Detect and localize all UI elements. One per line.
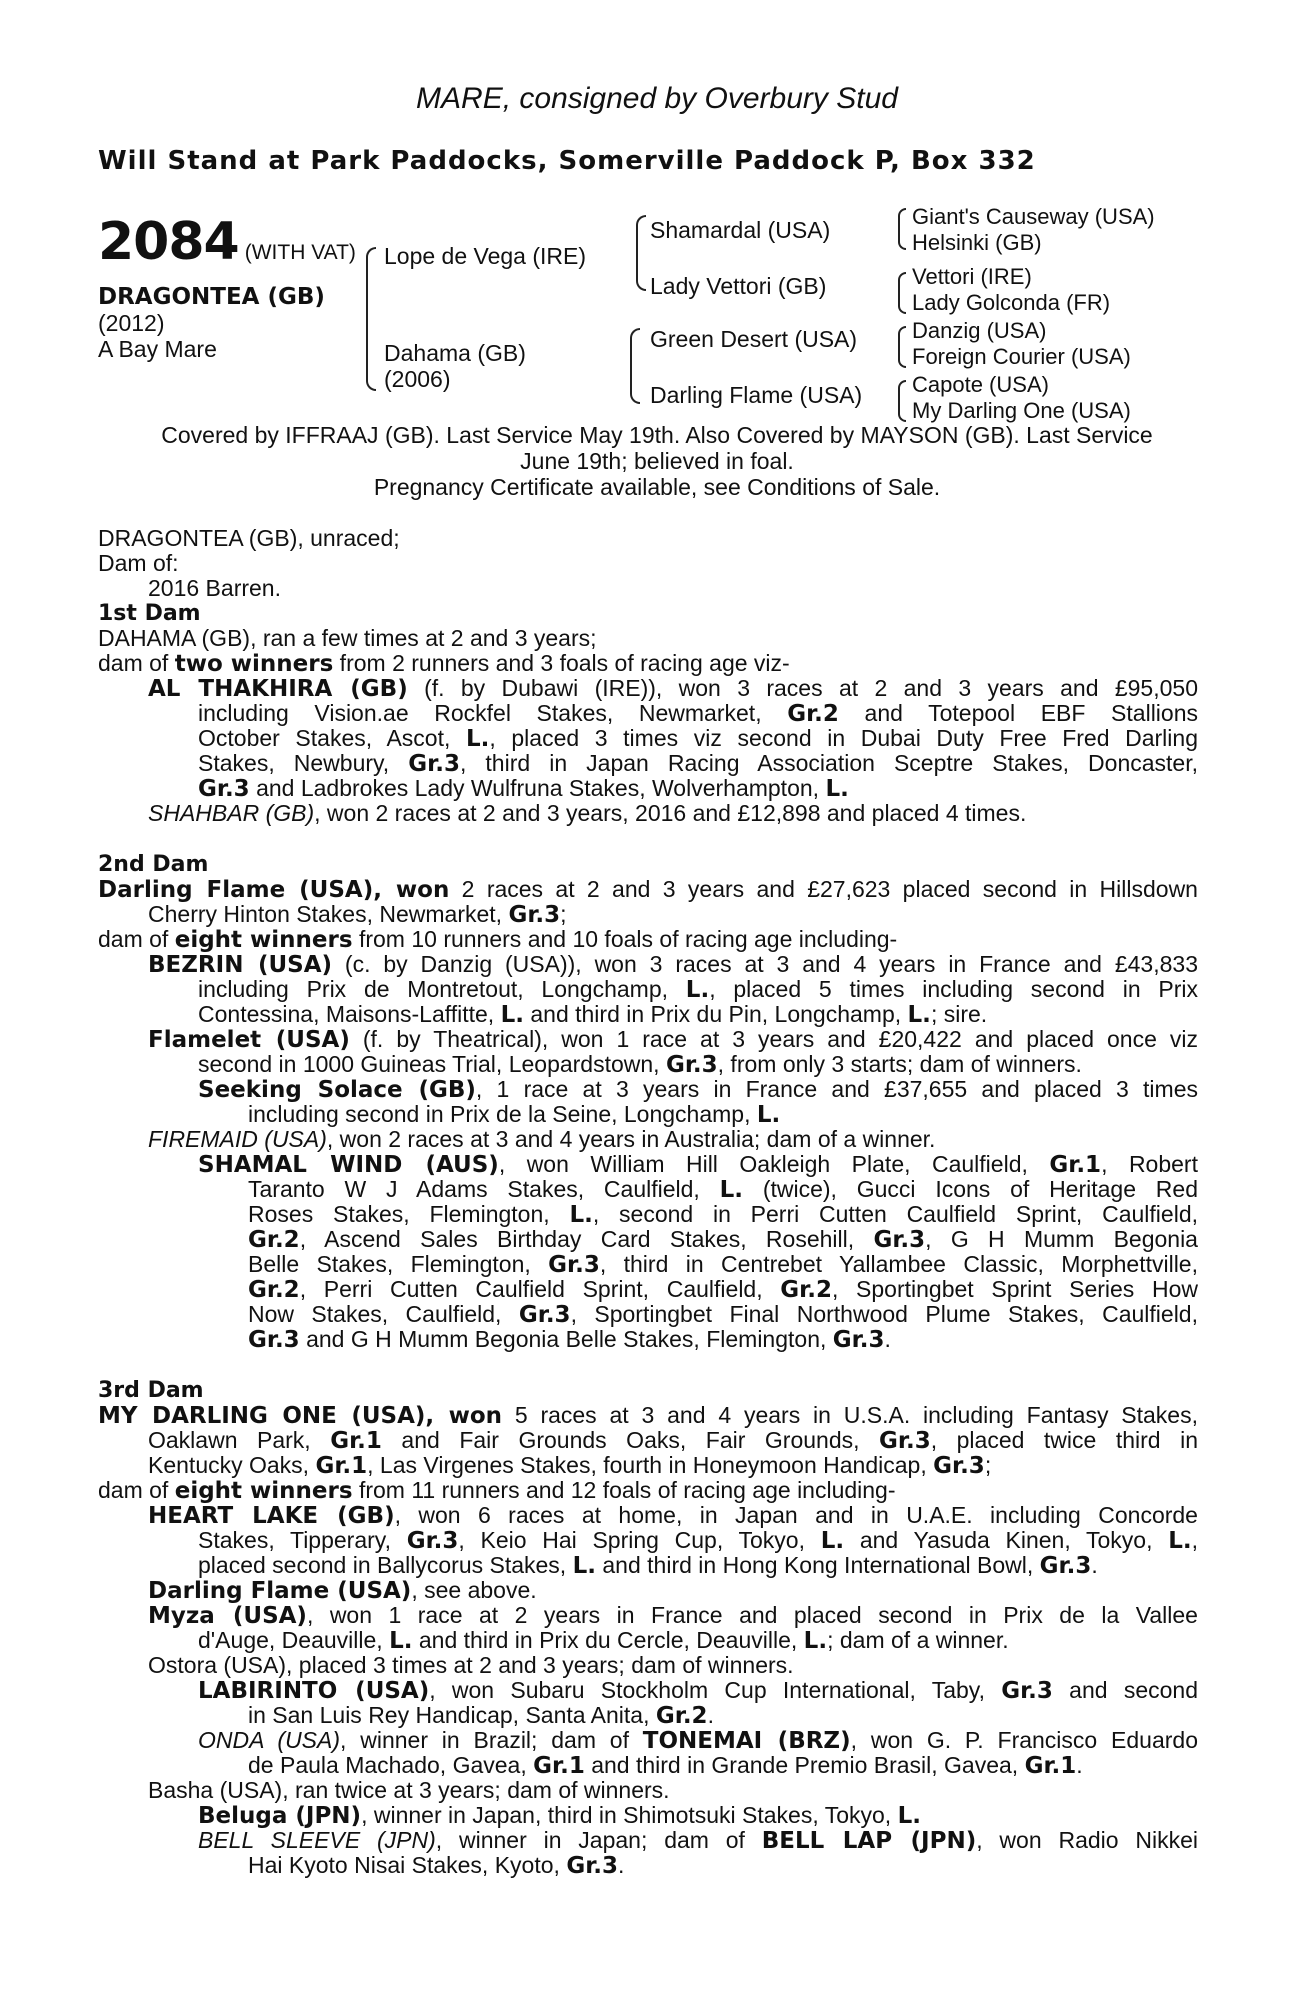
second-dam-line-2: Cherry Hinton Stakes, Newmarket, Gr.3; xyxy=(148,901,567,928)
heart-lake-line-3: placed second in Ballycorus Stakes, L. and third in Hong Kong International Bowl, Gr.3. xyxy=(198,1552,1098,1579)
darling-flame-ref-line: Darling Flame (USA), see above. xyxy=(148,1577,537,1604)
first-dam-line-1: DAHAMA (GB), ran a few times at 2 and 3 years; xyxy=(98,625,597,651)
onda-line-1: ONDA (USA), winner in Brazil; dam of TONEMAI (BRZ), won G. P. Francisco Eduardo xyxy=(198,1727,1198,1754)
al-thakhira-line-1: AL THAKHIRA (GB) (f. by Dubawi (IRE)), won 3 races at 2 and 3 years and £95,050 xyxy=(148,675,1198,702)
third-dam-line-4: dam of eight winners from 11 runners and 12 foals of racing age including- xyxy=(98,1477,896,1504)
shamal-wind-line-4: Gr.2, Ascend Sales Birthday Card Stakes, Rosehill, Gr.3, G H Mumm Begonia xyxy=(248,1226,1198,1253)
horse-description: A Bay Mare xyxy=(98,336,217,362)
intro-line-1: DRAGONTEA (GB), unraced; xyxy=(98,525,400,551)
second-dam-heading: 2nd Dam xyxy=(98,852,209,877)
vat-note: (WITH VAT) xyxy=(244,241,356,264)
pedigree-dam-sire: Green Desert (USA) xyxy=(650,326,858,352)
sire-dam-bracket xyxy=(366,247,376,391)
pedigree-dam: Dahama (GB) xyxy=(384,340,526,366)
al-thakhira-line-4: Stakes, Newbury, Gr.3, third in Japan Racing Association Sceptre Stakes, Doncaster, xyxy=(198,750,1198,777)
seeking-solace-line-1: Seeking Solace (GB), 1 race at 3 years in France and £37,655 and placed 3 times xyxy=(198,1076,1198,1103)
heart-lake-line-2: Stakes, Tipperary, Gr.3, Keio Hai Spring Cup, Tokyo, L. and Yasuda Kinen, Tokyo, L., xyxy=(198,1527,1198,1554)
firemaid-line: FIREMAID (USA), won 2 races at 3 and 4 years in Australia; dam of a winner. xyxy=(148,1126,936,1152)
beluga-line: Beluga (JPN), winner in Japan, third in Shimotsuki Stakes, Tokyo, L. xyxy=(198,1802,921,1829)
pedigree-sire-sire: Shamardal (USA) xyxy=(650,217,831,243)
flamelet-line-2: second in 1000 Guineas Trial, Leopardstown, Gr.3, from only 3 starts; dam of winners. xyxy=(198,1051,1082,1078)
sire-line-bracket xyxy=(636,215,646,291)
bezrin-line-3: Contessina, Maisons-Laffitte, L. and third in Prix du Pin, Longchamp, L.; sire. xyxy=(198,1001,988,1028)
horse-year: (2012) xyxy=(98,310,165,336)
g5-bracket xyxy=(898,326,906,368)
third-dam-line-1: MY DARLING ONE (USA), won 5 races at 3 and 4 years in U.S.A. including Fantasy Stakes, xyxy=(98,1402,1198,1429)
pedigree-g8: My Darling One (USA) xyxy=(912,398,1131,423)
shamal-wind-line-5: Belle Stakes, Flemington, Gr.3, third in Centrebet Yallambee Classic, Morphettville, xyxy=(248,1251,1198,1278)
bell-sleeve-line-2: Hai Kyoto Nisai Stakes, Kyoto, Gr.3. xyxy=(248,1852,625,1879)
g7-bracket xyxy=(898,380,906,422)
third-dam-heading: 3rd Dam xyxy=(98,1378,204,1403)
intro-produce-2016: 2016 Barren. xyxy=(148,575,281,601)
seeking-solace-line-2: including second in Prix de la Seine, Longchamp, L. xyxy=(248,1101,781,1128)
shahbar-line: SHAHBAR (GB), won 2 races at 2 and 3 years, 2016 and £12,898 and placed 4 times. xyxy=(148,800,1027,826)
pedigree-dam-dam: Darling Flame (USA) xyxy=(650,382,863,408)
horse-name: DRAGONTEA (GB) xyxy=(98,284,325,310)
second-dam-line-1: Darling Flame (USA), won 2 races at 2 and 3 years and £27,623 placed second in Hillsdown xyxy=(98,876,1198,903)
pedigree-g6: Foreign Courier (USA) xyxy=(912,344,1131,369)
second-dam-line-3: dam of eight winners from 10 runners and 10 foals of racing age including- xyxy=(98,926,898,953)
first-dam-heading: 1st Dam xyxy=(98,601,201,626)
pedigree-sire: Lope de Vega (IRE) xyxy=(384,243,587,269)
pedigree-g2: Helsinki (GB) xyxy=(912,230,1042,255)
third-dam-line-2: Oaklawn Park, Gr.1 and Fair Grounds Oaks, Fair Grounds, Gr.3, placed twice third in xyxy=(148,1427,1199,1454)
basha-line: Basha (USA), ran twice at 3 years; dam of winners. xyxy=(148,1777,670,1803)
pedigree-g7: Capote (USA) xyxy=(912,372,1049,397)
catalogue-header-title: MARE, consigned by Overbury Stud xyxy=(416,82,898,115)
onda-line-2: de Paula Machado, Gavea, Gr.1 and third in Grande Premio Brasil, Gavea, Gr.1. xyxy=(248,1752,1083,1779)
shamal-wind-line-2: Taranto W J Adams Stakes, Caulfield, L. (twice), Gucci Icons of Heritage Red xyxy=(248,1176,1199,1203)
pedigree-g5: Danzig (USA) xyxy=(912,318,1047,343)
shamal-wind-line-8: Gr.3 and G H Mumm Begonia Belle Stakes, Flemington, Gr.3. xyxy=(248,1326,891,1353)
al-thakhira-line-2: including Vision.ae Rockfel Stakes, Newmarket, Gr.2 and Totepool EBF Stallions xyxy=(198,700,1198,727)
labirinto-line-2: in San Luis Rey Handicap, Santa Anita, Gr.2. xyxy=(248,1702,714,1729)
covering-line-2: June 19th; believed in foal. xyxy=(520,448,794,474)
flamelet-line-1: Flamelet (USA) (f. by Theatrical), won 1 race at 3 years and £20,422 and placed once viz xyxy=(148,1026,1198,1053)
covering-line-1: Covered by IFFRAAJ (GB). Last Service May 19th. Also Covered by MAYSON (GB). Last Service xyxy=(161,422,1153,448)
shamal-wind-line-3: Roses Stakes, Flemington, L., second in Perri Cutten Caulfield Sprint, Caulfield, xyxy=(248,1201,1199,1228)
g1-bracket xyxy=(898,208,906,250)
pedigree-g4: Lady Golconda (FR) xyxy=(912,290,1111,315)
myza-line-1: Myza (USA), won 1 race at 2 years in France and placed second in Prix de la Vallee xyxy=(148,1602,1198,1629)
pedigree-g3: Vettori (IRE) xyxy=(912,264,1032,289)
pedigree-g1: Giant's Causeway (USA) xyxy=(912,204,1155,229)
first-dam-line-2: dam of two winners from 2 runners and 3 foals of racing age viz- xyxy=(98,650,790,677)
pedigree-dam-year: (2006) xyxy=(384,366,451,392)
g3-bracket xyxy=(898,272,906,314)
covering-line-3: Pregnancy Certificate available, see Conditions of Sale. xyxy=(373,474,941,500)
heart-lake-line-1: HEART LAKE (GB), won 6 races at home, in Japan and in U.A.E. including Concorde xyxy=(148,1502,1198,1529)
bezrin-line-1: BEZRIN (USA) (c. by Danzig (USA)), won 3 races at 3 and 4 years in France and £43,833 xyxy=(148,951,1198,978)
ostora-line: Ostora (USA), placed 3 times at 2 and 3 years; dam of winners. xyxy=(148,1652,794,1678)
al-thakhira-line-5: Gr.3 and Ladbrokes Lady Wulfruna Stakes, Wolverhampton, L. xyxy=(198,775,849,802)
pedigree-sire-dam: Lady Vettori (GB) xyxy=(650,273,827,299)
al-thakhira-line-3: October Stakes, Ascot, L., placed 3 times viz second in Dubai Duty Free Fred Darling xyxy=(198,725,1198,752)
dam-line-bracket xyxy=(630,328,640,404)
myza-line-2: d'Auge, Deauville, L. and third in Prix du Cercle, Deauville, L.; dam of a winner. xyxy=(198,1627,1009,1654)
labirinto-line-1: LABIRINTO (USA), won Subaru Stockholm Cup International, Taby, Gr.3 and second xyxy=(198,1677,1198,1704)
lot-number-block xyxy=(98,212,356,272)
shamal-wind-line-6: Gr.2, Perri Cutten Caulfield Sprint, Caulfield, Gr.2, Sportingbet Sprint Series How xyxy=(248,1276,1198,1303)
shamal-wind-line-1: SHAMAL WIND (AUS), won William Hill Oakleigh Plate, Caulfield, Gr.1, Robert xyxy=(198,1151,1198,1178)
intro-line-2: Dam of: xyxy=(98,550,179,576)
bell-sleeve-line-1: BELL SLEEVE (JPN), winner in Japan; dam of BELL LAP (JPN), won Radio Nikkei xyxy=(198,1827,1198,1854)
bezrin-line-2: including Prix de Montretout, Longchamp, L., placed 5 times including second in Prix xyxy=(198,976,1199,1003)
stand-location: Will Stand at Park Paddocks, Somerville Paddock P, Box 332 xyxy=(98,146,1036,176)
shamal-wind-line-7: Now Stakes, Caulfield, Gr.3, Sportingbet Final Northwood Plume Stakes, Caulfield, xyxy=(248,1301,1198,1328)
third-dam-line-3: Kentucky Oaks, Gr.1, Las Virgenes Stakes, fourth in Honeymoon Handicap, Gr.3; xyxy=(148,1452,992,1479)
lot-number: 2084 xyxy=(98,212,239,272)
